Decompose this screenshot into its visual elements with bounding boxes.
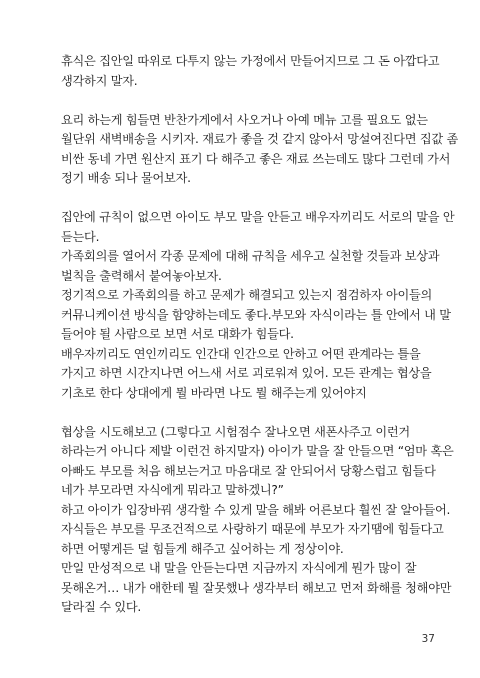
page-body (61, 52, 459, 618)
text-line: 하면 어떻게든 덜 힘들게 해주고 싶어하는 게 정상이야. (61, 541, 344, 556)
text-line: 달라질 수 있다. (61, 600, 142, 614)
paragraph-1 (61, 52, 441, 91)
paragraph-4 (61, 423, 454, 618)
text-line: 휴식은 집안일 따위로 다투지 않는 가정에서 만들어지므로 그 돈 아깝다고 (61, 54, 440, 68)
text-line: 자식들은 부모를 무조건적으로 사랑하기 때문에 부모가 자기땜에 힘들다고 (61, 522, 444, 536)
text-line: 네가 부모라면 자식에게 뭐라고 말하겠니?” (61, 483, 284, 497)
text-line: 듣는다. (61, 229, 100, 244)
paragraph-gap (61, 403, 441, 423)
text-line: 벌칙을 출력해서 붙여놓아보자. (61, 268, 222, 283)
text-line: 정기적으로 가족회의를 하고 문제가 해결되고 있는지 점검하자 아이들의 (61, 288, 433, 302)
text-line: 커뮤니케이션 방식을 함양하는데도 좋다.부모와 자식이라는 틀 안에서 내 말 (61, 307, 451, 322)
text-line: 정기 배송 되나 물어보자. (61, 171, 191, 185)
page-number: 37 (421, 633, 435, 645)
text-line: 배우자끼리도 연인끼리도 인간대 인간으로 안하고 어떤 관계라는 틀을 (61, 346, 421, 361)
text-line: 만일 만성적으로 내 말을 안듣는다면 지금까지 자식에게 뭔가 많이 잘 (61, 561, 417, 575)
text-line: 가족회의를 열어서 각종 문제에 대해 규칙을 세우고 실천할 것들과 보상과 (61, 249, 440, 263)
text-line: 집안에 규칙이 없으면 아이도 부모 말을 안듣고 배우자끼리도 서로의 말을 안 (61, 210, 455, 224)
text-line: 하라는거 아니다 제발 이런건 하지말자) 아이가 말을 잘 안들으면 “엄마 혹은 (61, 444, 454, 458)
text-line: 들어야 될 사람으로 보면 서로 대화가 힘들다. (61, 327, 294, 341)
text-line: 하고 아이가 입장바꿔 생각할 수 있게 말을 해봐 어른보다 훨씬 잘 알아들어. (61, 502, 451, 517)
paragraph-3 (61, 208, 455, 403)
text-line: 아빠도 부모를 처음 해보는거고 마음대로 잘 안되어서 당황스럽고 힘들다 (61, 463, 436, 478)
text-line: 가지고 하면 시간지나면 어느새 서로 괴로워져 있어. 모든 관계는 협상을 (61, 366, 432, 380)
text-line: 비싼 동네 가면 원산지 표기 다 해주고 좋은 재료 쓰는데도 많다 그런데 가서 (61, 151, 451, 166)
text-line: 못해온거… 내가 애한테 뭘 잘못했나 생각부터 해보고 먼저 화해를 청해야만 (61, 580, 452, 595)
paragraph-2 (61, 111, 459, 189)
text-line: 월단위 새벽배송을 시키자. 재료가 좋을 것 같지 않아서 망설여진다면 집값 좀 (61, 132, 459, 146)
text-line: 기초로 한다 상대에게 뭘 바라면 나도 뭘 해주는게 있어야지 (61, 385, 367, 400)
paragraph-gap (61, 189, 441, 209)
text-line: 요리 하는게 힘들면 반찬가게에서 사오거나 아예 메뉴 고를 필요도 없는 (61, 112, 428, 127)
text-line: 생각하지 말자. (61, 73, 138, 88)
text-line: 협상을 시도해보고 (그렇다고 시험점수 잘나오면 새폰사주고 이런거 (61, 424, 410, 439)
paragraph-gap (61, 91, 441, 111)
